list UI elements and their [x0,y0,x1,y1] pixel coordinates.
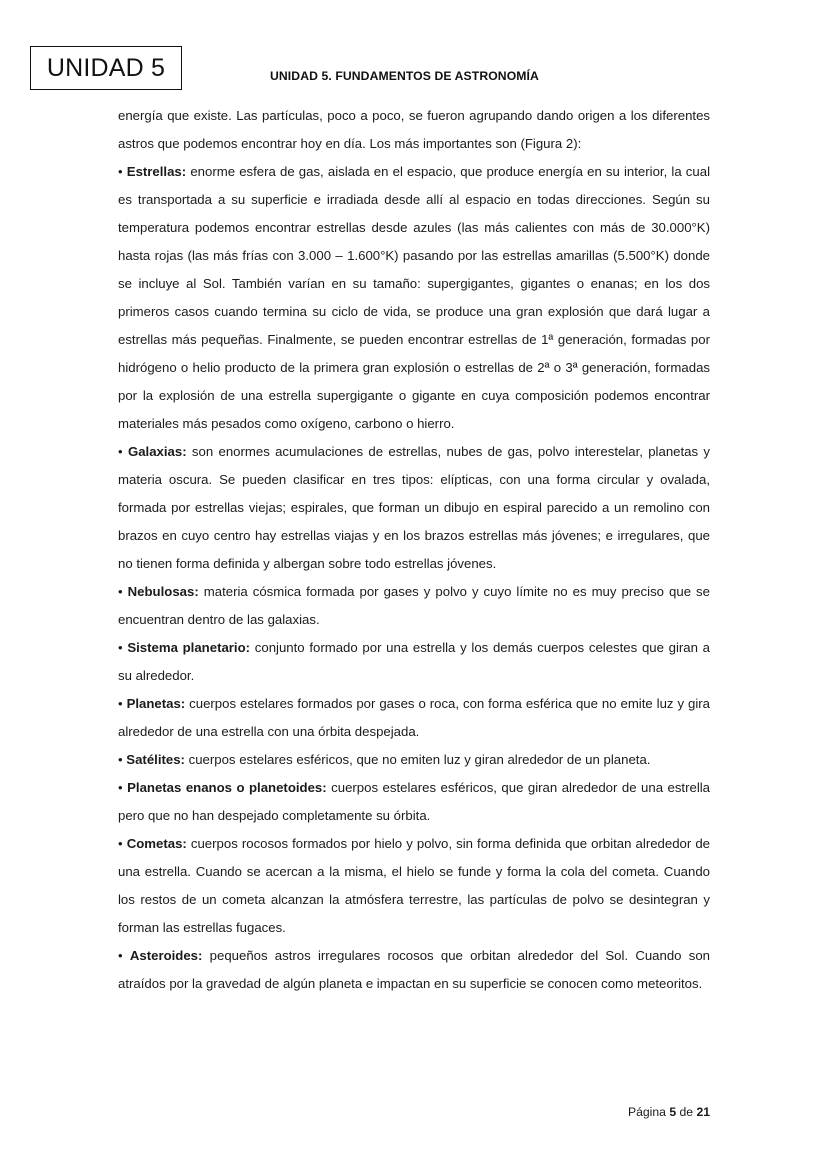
term-description: cuerpos estelares esféricos, que giran alrededor de una estrella pero que no han despejado completamente su órbita. [118,780,711,823]
page-header-title: UNIDAD 5. FUNDAMENTOS DE ASTRONOMÍA [270,69,539,83]
bullet: • [118,444,123,459]
term-description: conjunto formado por una estrella y los demás cuerpos celestes que giran a su alrededor. [118,640,711,683]
page-number: 5 [669,1105,677,1119]
term-label: Asteroides: [129,948,203,963]
bullet: • [118,584,123,599]
list-item-satelites [118,746,710,774]
term-description: pequeños astros irregulares rocosos que orbitan alrededor del Sol. Cuando son atraídos por la gravedad de algún planeta e impactan en su superficie se conocen como meteoritos. [118,948,710,991]
term-description: cuerpos estelares formados por gases o roca, con forma esférica que no emite luz y gira alrededor de una estrella con una órbita despejada. [118,696,710,739]
term-description: cuerpos estelares esféricos, que no emiten luz y giran alrededor de un planeta. [188,752,651,767]
bullet: • [118,640,123,655]
list-item-nebulosas [118,578,710,634]
total-pages: 21 [696,1105,710,1119]
bullet: • [118,948,123,963]
bullet: • [118,164,123,179]
term-label: Galaxias: [127,444,187,459]
unit-label-box: UNIDAD 5 [30,46,182,90]
document-body [118,102,710,998]
list-item-planetas [118,690,710,746]
list-item-estrellas [118,158,710,438]
term-label: Nebulosas: [127,584,199,599]
term-description: materia cósmica formada por gases y polvo y cuyo límite no es muy preciso que se encuentran dentro de las galaxias. [118,584,710,627]
list-item-galaxias [118,438,710,578]
term-label: Cometas: [126,836,187,851]
term-description: son enormes acumulaciones de estrellas, nubes de gas, polvo interestelar, planetas y materia oscura. Se pueden clasificar en tres tipos: elípticas, con una forma circular y ovalada, formada por estrellas viejas; espirales, que forman un dibujo en espiral parecido a un remolino con brazos en cuyo centro hay estrellas viajas y en los brazos estrellas más jóvenes; e irregulares, que no tienen forma definida y albergan sobre todo estrellas jóvenes. [118,444,710,571]
term-label: Sistema planetario: [127,640,251,655]
list-item-planetas-enanos [118,774,710,830]
list-item-cometas [118,830,710,942]
term-label: Planetas enanos o planetoides: [127,780,327,795]
list-item-asteroides [118,942,710,998]
term-description: enorme esfera de gas, aislada en el espacio, que produce energía en su interior, la cual es transportada a su superficie e irradiada desde allí al espacio en todas direcciones. Según su temperatura podemos encontrar estrellas desde azules (las más calientes con más de 30.000°K) hasta rojas (las más frías con 3.000 – 1.600°K) pasando por las estrellas amarillas (5.500°K) donde se incluye al Sol. También varían en su tamaño: supergigantes, gigantes o enanas; en los dos primeros casos cuando termina su ciclo de vida, se produce una gran explosión que dará lugar a estrellas más pequeñas. Finalmente, se pueden encontrar estrellas de 1ª generación, formadas por hidrógeno o helio producto de la primera gran explosión o estrellas de 2ª o 3ª generación, formadas por la explosión de una estrella supergigante o gigante en cuya composición podemos encontrar materiales más pesados como oxígeno, carbono o hierro. [118,164,710,431]
page-footer [628,1105,710,1119]
term-description: cuerpos rocosos formados por hielo y polvo, sin forma definida que orbitan alrededor de una estrella. Cuando se acercan a la misma, el hielo se funde y forma la cola del cometa. Cuando los restos de un cometa alcanzan la atmósfera terrestre, las partículas de polvo se desintegran y forman las estrellas fugaces. [118,836,711,935]
term-label: Planetas: [126,696,186,711]
bullet: • [118,752,123,767]
bullet: • [118,780,123,795]
term-label: Estrellas: [126,164,187,179]
term-label: Satélites: [126,752,185,767]
page-word: Página [627,1105,666,1119]
bullet: • [118,836,123,851]
bullet: • [118,696,123,711]
intro-paragraph: energía que existe. Las partículas, poco a poco, se fueron agrupando dando origen a los diferentes astros que podemos encontrar hoy en día. Los más importantes son (Figura 2): [118,108,710,151]
of-word: de [679,1105,694,1119]
list-item-sistema-planetario [118,634,710,690]
